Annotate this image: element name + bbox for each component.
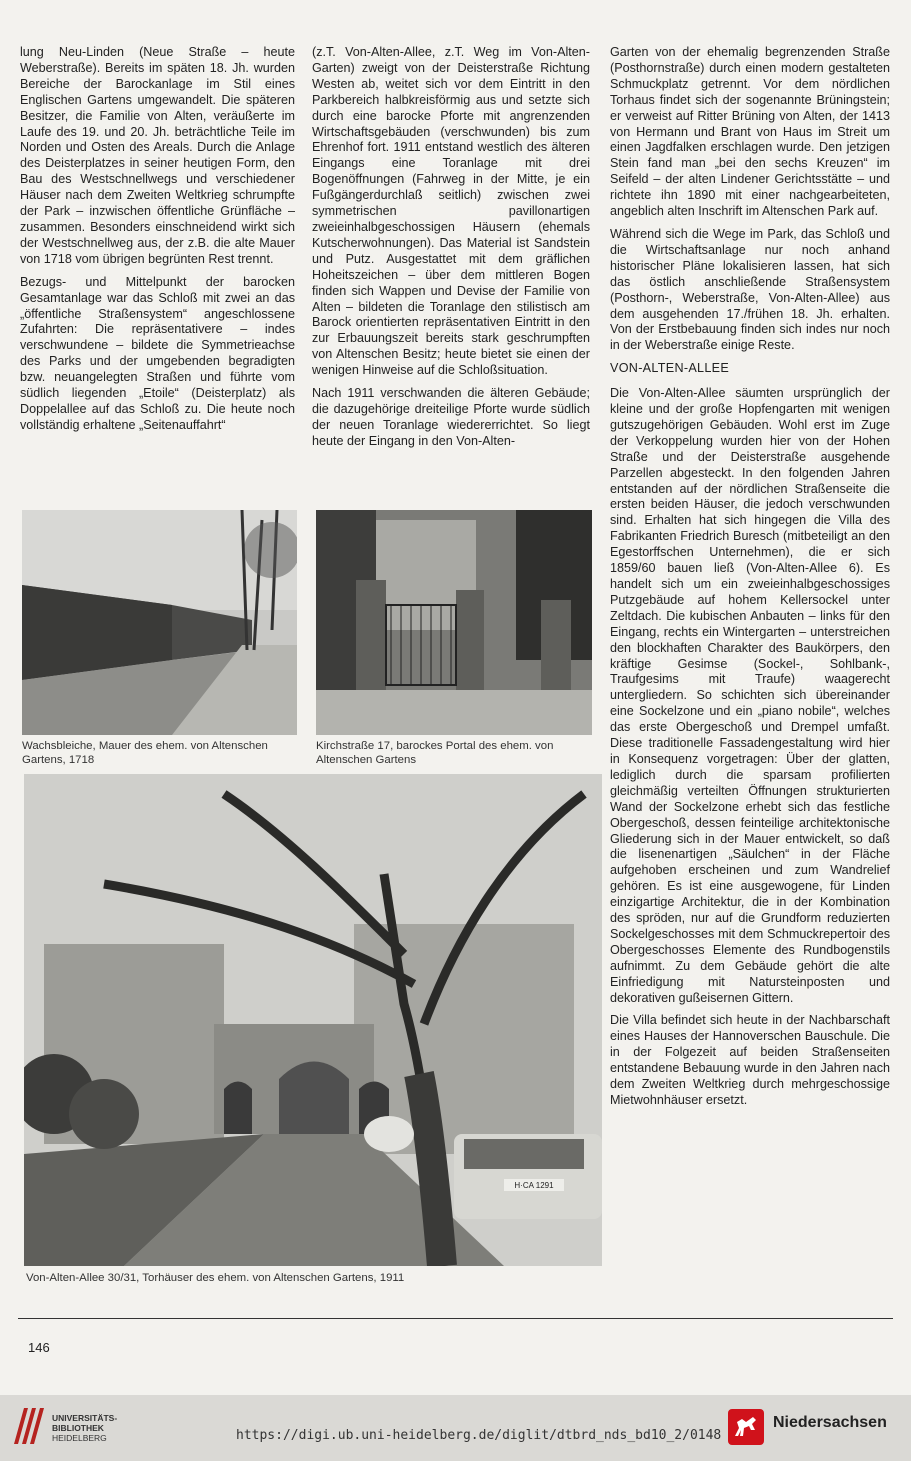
photo-wall [22, 510, 297, 735]
paragraph: Bezugs- und Mittelpunkt der barocken Gesamtanlage war das Schloß mit zwei an das „öffentliche Straßensystem“ angeschlossene Zufahrten: Die repräsentativere – indes verschwundene – bildete die Symmetrieachse des Parks und der umgebenden begradigten bzw. neuangelegten Straßen und führte vom südlich liegenden „Etoile“ (Deisterplatz) als Doppelallee auf das Schloß zu. Die heute noch vollständig erhaltene „Seitenauffahrt“ [20, 274, 295, 432]
section-heading: VON-ALTEN-ALLEE [610, 361, 730, 376]
text-column-2 [312, 45, 590, 457]
paragraph: (z.T. Von-Alten-Allee, z.T. Weg im Von-Alten-Garten) zweigt von der Deisterstraße Richtung Westen ab, weitet sich vor dem Eintritt in den Parkbereich halbkreisförmig aus und setzte sich durch eine barocke Pforte mit angrenzenden Wirtschaftsgebäuden (verschwunden) bis zum Ehrenhof fort. 1911 entstand westlich des älteren Eingangs eine Toranlage mit drei Bogenöffnungen (Fahrweg in der Mitte, je ein Fußgängerdurchlaß seitlich) zwischen zwei symmetrischen pavillonartigen zweieinhalbgeschossigen Häusern (ehemals Kutscherwohnungen). Das Material ist Sandstein und Putz. Ausgestattet mit dem gräflichen Hoheitszeichen – über dem mittleren Bogen finden sich Wappen und Devise der Familie von Alten – bildeten die Toranlage den stilistisch am Barock orientierten repräsentativen Eintritt in den zur Erbauungszeit bereits stark geschrumpften von Altenschen Besitz; heute bietet sie einen der wenigen Hinweise auf die Schloßsituation. [312, 45, 590, 378]
photo-caption: Kirchstraße 17, barockes Portal des ehem. von Altenschen Gartens [316, 740, 554, 766]
license-plate: H·CA 1291 [514, 1181, 554, 1190]
paragraph: Während sich die Wege im Park, das Schloß und die Wirtschaftsanlage nur noch anhand historischer Pläne lokalisieren lassen, hat sich das östlich anschließende Straßensystem (Posthorn-, Weberstraße, Von-Alten-Allee) aus dem ausgehenden 17./frühen 18. Jh. erhalten. Von der Erstbebauung finden sich indes nur noch in der Weberstraße einige Reste. [610, 226, 890, 353]
document-url-link[interactable]: https://digi.ub.uni-heidelberg.de/diglit/dtbrd_nds_bd10_2/0148 [236, 1428, 722, 1443]
photo-caption: Von-Alten-Allee 30/31, Torhäuser des ehem. von Altenschen Gartens, 1911 [26, 1272, 405, 1284]
paragraph: Garten von der ehemalig begrenzenden Straße (Posthornstraße) durch einen modern gestalteten Schmuckplatz getrennt. Vor dem nördlichen Torhaus findet sich der sogenannte Brüningstein; er verweist auf Ritter Brüning von Alten, der 1413 von Hermann und Brant von Haus im Streit um einen Jagdfalken erschlagen wurde. Den jetzigen Stein fand man „bei den sechs Kreuzen“ im Seifeld – der alten Lindener Gerichtsstätte – und richtete ihn 1890 mit einer nachgearbeiteten, angeblich alten Inschrift im Altenschen Park auf. [610, 45, 890, 219]
paragraph: Nach 1911 verschwanden die älteren Gebäude; die dazugehörige dreiteilige Pforte wurde südlich der neuen Toranlage wiedererrichtet. So liegt heute der Eingang in den Von-Alten- [312, 386, 590, 448]
page-number: 146 [28, 1340, 50, 1355]
photo-gatehouses [24, 774, 602, 1266]
paragraph: Die Villa befindet sich heute in der Nachbarschaft eines Hauses der Hannoverschen Bauschule. Die in der Folgezeit auf beiden Straßenseiten entstandene Bebauung wurde in den Jahren nach dem Zweiten Weltkrieg durch mehrgeschossige Mietwohnhäuser ersetzt. [610, 1013, 890, 1107]
paragraph: lung Neu-Linden (Neue Straße – heute Weberstraße). Bereits im späten 18. Jh. wurden Bereiche der Barockanlage im Stil eines Englischen Gartens umgewandelt. Die späteren Besitzer, die Familie von Alten, veräußerte im Laufe des 19. und 20. Jh. beträchtliche Teile im Norden und Osten des Areals. Durch die Anlage des Deisterplatzes in seiner heutigen Form, den Bau des Westschnellwegs und verschiedener Häuser nach dem Zweiten Weltkrieg schrumpfte der Park – inzwischen öffentliche Grünfläche – zusammen. Besonders einschneidend wirkt sich der Westschnellweg aus, der z.B. die alte Mauer von 1718 vom übrigen begrünten Rest trennt. [20, 45, 295, 266]
university-library-logo-icon [10, 1404, 46, 1448]
niedersachsen-horse-icon [727, 1408, 765, 1446]
paragraph: Die Von-Alten-Allee säumten ursprünglich der kleine und der große Hopfengarten mit wenigen gutszugehörigen Gebäuden. Wohl erst im Zuge der Verkoppelung wurden hier von der Hohen Straße und der Deisterstraße ausgehende Parzellen abgesteckt. In den folgenden Jahren entstanden auf der nördlichen Straßenseite die ersten beiden Häuser, die jedoch verschwunden sind. Erhalten hat sich hingegen die Villa des Fabrikanten Friedrich Buresch (mitbeteiligt an den Egestorffschen Unternehmen), die er sich 1859/60 bauen ließ (Von-Alten-Allee 6). Es handelt sich um ein zweieinhalbgeschossiges Putzgebäude auf hohem Kellersockel unter Zeltdach. Die kubischen Anbauten – links für den Eingang, rechts ein Wintergarten – unterstreichen den blockhaften Charakter des Baukörpers, den kräftige Gesimse (Sockel-, Sohlbank-, Traufgesims mit Traufe) waagerecht untergliedern. So schichten sich übereinander eine Sockelzone und ein „piano nobile“, welches das erste Obergeschoß und Drempel umfaßt. Diese traditionelle Fassadengestaltung wird hier in Konsequenz vorgetragen: Über der glatten, lediglich durch die sparsam profilierten gleichmäßig verteilten Öffnungen strukturierten Wand der Sockelzone erhebt sich das festliche Obergeschoß, dessen feinteilige architektonische Gliederung sich in der Mauer entwickelt, so daß die lisenenartigen „Säulchen“ in der Fläche aufgehoben erscheinen und zum Wandrelief gehören. Es ist eine ausgewogene, für Linden einzigartige Architektur, die in der Kombination des spröden, nur auf die Grundform reduzierten Sockelgeschosses mit dem Schmuckrepertoir des Obergeschosses Elemente des Rundbogenstils aufnimmt. Zu dem Gebäude gehört die alte Einfriedigung mit Natursteinposten und dekorativen gußeisernen Gittern. [610, 386, 890, 1005]
text-column-3 [610, 45, 890, 1116]
text-column-1 [20, 45, 295, 441]
photo-caption: Wachsbleiche, Mauer des ehem. von Altenschen Gartens, 1718 [22, 740, 268, 766]
state-name: Niedersachsen [773, 1414, 887, 1431]
footer-rule [18, 1318, 893, 1319]
university-library-name: UNIVERSITÄTS- BIBLIOTHEK HEIDELBERG [52, 1413, 118, 1443]
photo-portal [316, 510, 592, 735]
